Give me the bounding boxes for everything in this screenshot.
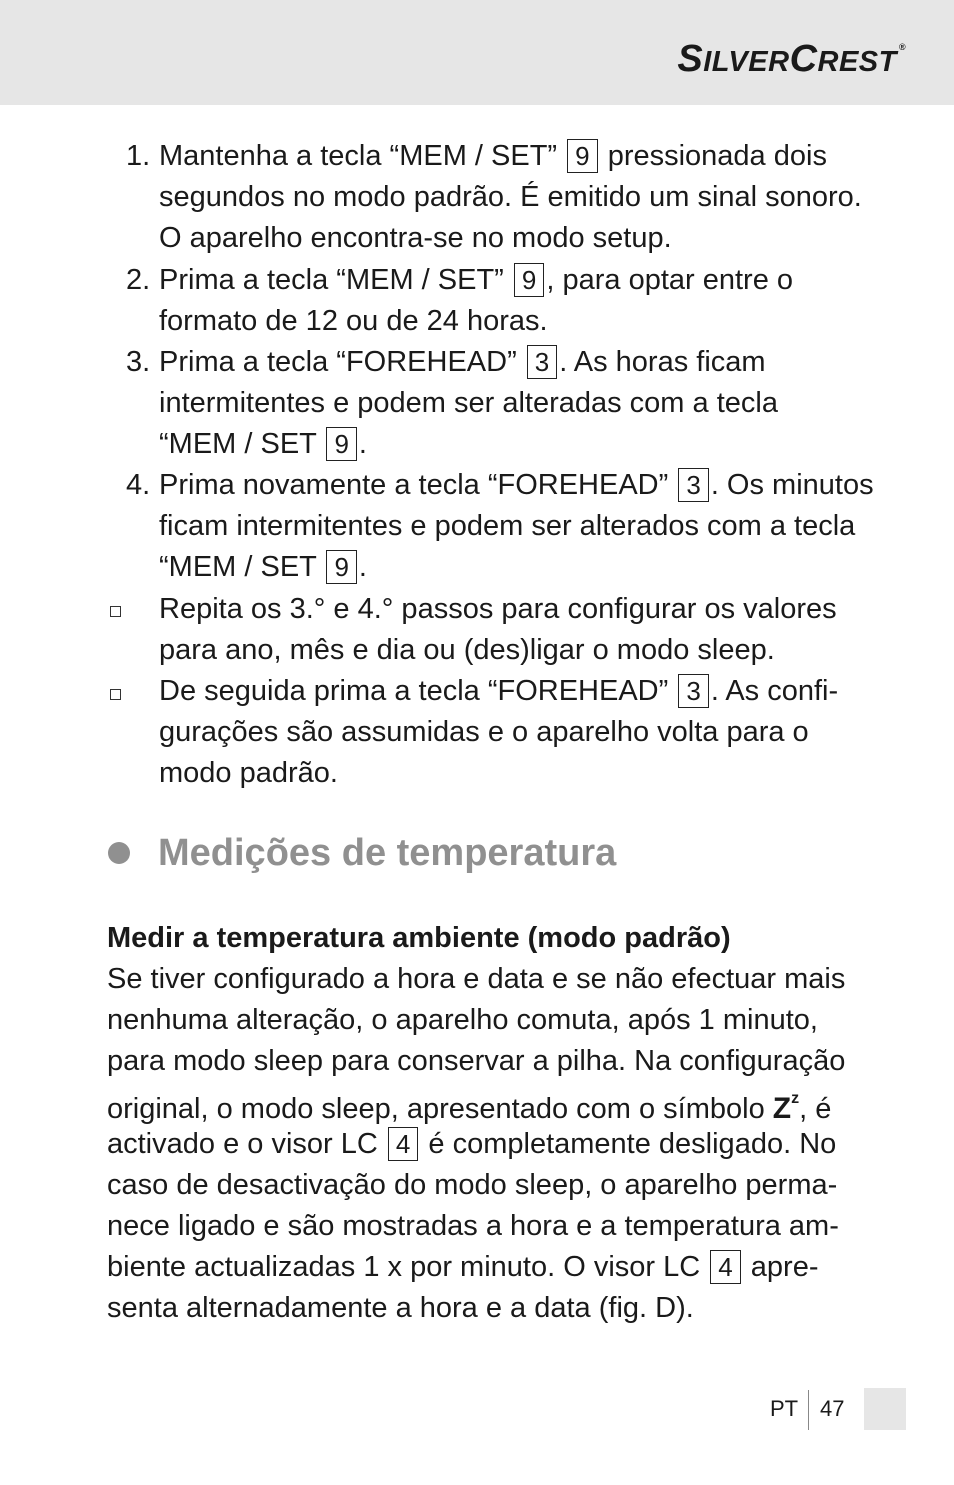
key-ref: 3 [678, 674, 708, 708]
paragraph-line: activado e o visor LC 4 é completamente desligado. No [107, 1128, 837, 1160]
footer-divider [808, 1390, 809, 1430]
step-number: 4. [126, 469, 151, 501]
bullet-square-icon [110, 606, 121, 617]
key-ref: 9 [567, 139, 597, 173]
bullet-line: modo padrão. [159, 757, 338, 789]
key-ref: 3 [678, 468, 708, 502]
page-number: 47 [820, 1396, 845, 1421]
footer-language: PT [770, 1396, 799, 1421]
step-number: 3. [126, 346, 151, 378]
step-line: Prima a tecla “MEM / SET” 9 , para optar entre o [159, 264, 794, 296]
bullet-line: Repita os 3.° e 4.° passos para configurar os valores [159, 593, 837, 625]
sleep-symbol-icon: $Z^z$ [772, 1090, 800, 1125]
key-ref: 9 [514, 263, 544, 297]
key-ref: 3 [527, 345, 557, 379]
step-line: formato de 12 ou de 24 horas. [159, 305, 548, 337]
bullet-line: para ano, mês e dia ou (des)ligar o modo sleep. [159, 634, 775, 666]
step-line: “MEM / SET 9 . [159, 551, 367, 583]
subsection-heading: Medir a temperatura ambiente (modo padrão) [107, 922, 731, 954]
key-ref: 9 [326, 427, 356, 461]
paragraph-line: caso de desactivação do modo sleep, o aparelho perma- [107, 1169, 838, 1201]
section-dot-icon [108, 842, 130, 864]
footer-tab [864, 1388, 906, 1430]
step-line: “MEM / SET 9 . [159, 428, 367, 460]
paragraph-line: nenhuma alteração, o aparelho comuta, após 1 minuto, [107, 1004, 818, 1036]
step-line: Prima a tecla “FOREHEAD” 3 . As horas ficam [159, 346, 766, 378]
key-ref: 4 [710, 1250, 740, 1284]
bullet-line: gurações são assumidas e o aparelho volta para o [159, 716, 809, 748]
paragraph-line: Se tiver configurado a hora e data e se não efectuar mais [107, 963, 846, 995]
paragraph-line: biente actualizadas 1 x por minuto. O visor LC 4 apre- [107, 1251, 819, 1283]
paragraph-line: para modo sleep para conservar a pilha. Na configuração [107, 1045, 846, 1077]
paragraph-line: original, o modo sleep, apresentado com o símbolo $Z^z$, é [107, 1090, 832, 1125]
paragraph-line: senta alternadamente a hora e a data (fig. D). [107, 1292, 694, 1324]
paragraph-line: nece ligado e são mostradas a hora e a temperatura am- [107, 1210, 839, 1242]
step-line: ficam intermitentes e podem ser alterados com a tecla [159, 510, 856, 542]
step-number: 2. [126, 264, 151, 296]
step-line: intermitentes e podem ser alteradas com a tecla [159, 387, 778, 419]
bullet-square-icon [110, 689, 121, 700]
step-line: segundos no modo padrão. É emitido um sinal sonoro. [159, 181, 862, 213]
step-number: 1. [126, 140, 151, 172]
key-ref: 4 [388, 1127, 418, 1161]
bullet-line: De seguida prima a tecla “FOREHEAD” 3 . As confi- [159, 675, 839, 707]
step-line: O aparelho encontra-se no modo setup. [159, 222, 672, 254]
key-ref: 9 [326, 550, 356, 584]
brand-logo: SILVERCREST ® [677, 38, 906, 80]
section-title: Medições de temperatura [158, 832, 617, 874]
step-line: Mantenha a tecla “MEM / SET” 9 pressionada dois [159, 140, 827, 172]
step-line: Prima novamente a tecla “FOREHEAD” 3 . Os minutos [159, 469, 874, 501]
